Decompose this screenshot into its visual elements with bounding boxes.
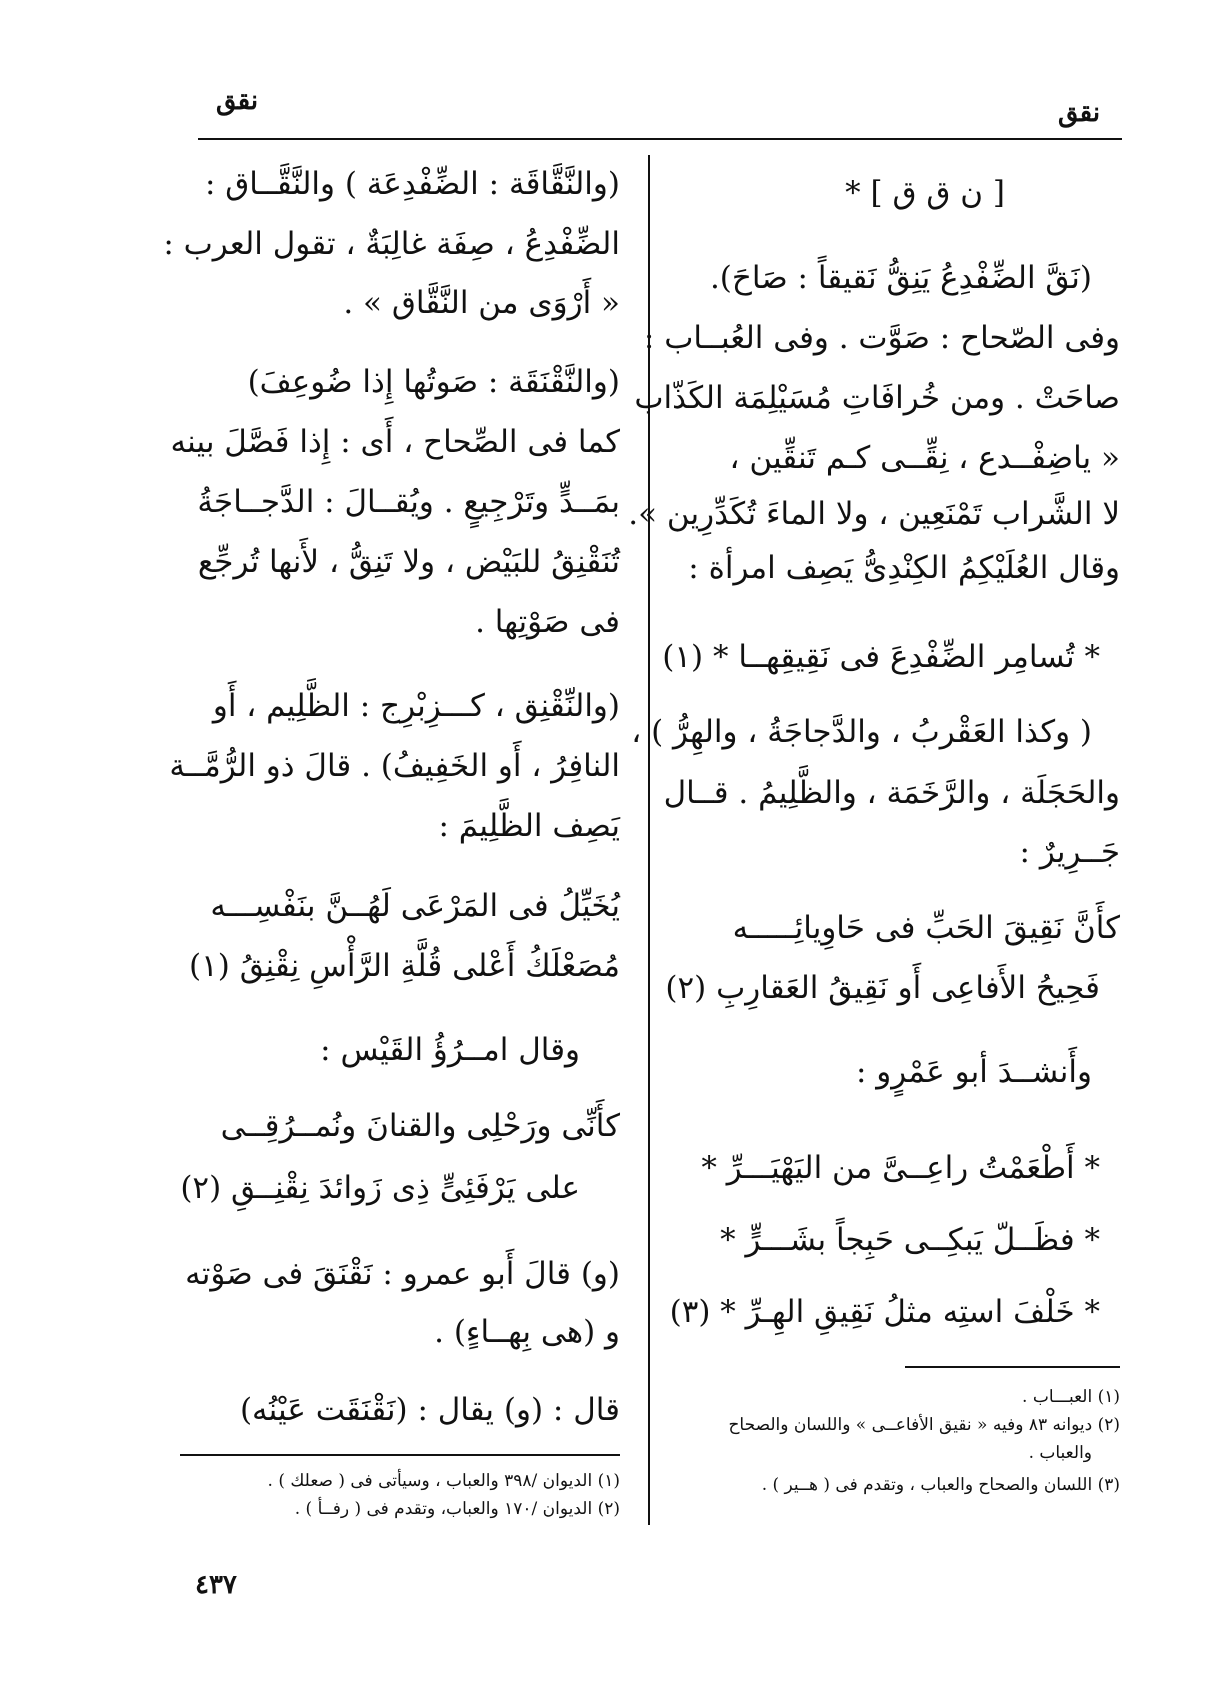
left-header-word: نقق — [216, 86, 259, 116]
footnote-rule — [905, 1366, 1120, 1368]
text-line: الضِّفْدِعُ ، صِفَة غالِبَةٌ ، تقول العرب : — [163, 226, 620, 262]
text-line: تُنَقْنِقُ للبَيْض ، ولا تَنِقُّ ، لأَنها تُرجِّع — [197, 544, 620, 580]
verse-line: * خَلْفَ استِه مثلُ نَقِيقِ الهِـرِّ * (٣) — [669, 1294, 1100, 1330]
text-line: (والنَّقَّاقَة : الضِّفْدِعَة ) والنَّقَّــاق : — [204, 166, 620, 202]
verse-line: * تُسامِر الضِّفْدِعَ فى نَقِيقِهــا * (١) — [662, 639, 1100, 675]
text-line: وفى الصّحاح : صَوَّت . وفى العُبــاب : — [643, 320, 1120, 356]
text-line: لا الشَّراب تَمْنَعِين ، ولا الماءَ تُكَدِّرِين ». — [628, 496, 1120, 532]
verse-line: مُصَعْلَكُ أَعْلى قُلَّةِ الرَّأْسِ نِقْنِقُ (١) — [188, 948, 620, 984]
verse-line: فَحِيحُ الأَفاعِى أَو نَقِيقُ العَقارِبِ (٢) — [665, 970, 1100, 1006]
text-line: وقال امــرُؤُ القَيْس : — [320, 1032, 580, 1068]
text-line: (والنَّقْنَقَة : صَوتُها إِذا ضُوعِفَ) — [247, 364, 620, 400]
footnote: (١) الديوان /٣٩٨ والعباب ، وسيأتى فى ( صعلك ) . — [267, 1471, 620, 1491]
text-line: وقال العُلَيْكِمُ الكِنْدِىُّ يَصِف امرأة : — [688, 550, 1120, 586]
footnote: والعباب . — [1028, 1443, 1092, 1463]
entry-heading: [ ن ق ق ] * — [845, 175, 1005, 211]
verse-line: كأَنَّ نَقِيقَ الحَبِّ فى حَاوِيائِـــــه — [732, 910, 1120, 946]
text-line: « ياضِفْــدع ، نِقِّــى كـم تَنقِّين ، — [729, 440, 1120, 476]
left-column — [163, 0, 620, 1620]
text-line: (نَقَّ الضِّفْدِعُ يَنِقُّ نَقيقاً : صَاحَ). — [709, 260, 1092, 296]
page-number: ٤٣٧ — [195, 1570, 237, 1600]
verse-line: على يَرْفَئِىٍّ ذِى زَوائدَ نِقْنِــقِ (٢) — [180, 1170, 580, 1206]
footnote: (٢) الديوان /١٧٠ والعباب، وتقدم فى ( رفــأ ) . — [294, 1499, 620, 1519]
text-line: جَــرِيرٌ : — [1019, 834, 1120, 870]
footnote: (١) العبـــاب . — [1022, 1387, 1120, 1407]
text-line: و (هى بِهــاءٍ) . — [434, 1314, 620, 1350]
right-header-word: نقق — [1058, 98, 1101, 128]
right-column — [628, 0, 1120, 1620]
column-divider — [648, 155, 650, 1525]
text-line: (و) قالَ أَبو عمرو : نَقْنَقَ فى صَوْته — [185, 1256, 620, 1292]
footnote: (٢) ديوانه ٨٣ وفيه « نقيق الأفاعــى » واللسان والصحاح — [728, 1415, 1120, 1435]
text-line: يَصِف الظَّلِيمَ : — [438, 808, 620, 844]
verse-line: يُخَيِّلُ فى المَرْعَى لَهُــنَّ بنَفْسِـــه — [210, 888, 620, 924]
text-line: (والنِّقْنِق ، كـــزِبْرِج : الظَّلِيم ، أَو — [212, 688, 620, 724]
footnote-rule — [180, 1454, 620, 1456]
footnote: (٣) اللسان والصحاح والعباب ، وتقدم فى ( هــير ) . — [761, 1475, 1120, 1495]
verse-line: * فظَــلّ يَبكِــى حَبِجاً بشَـــرٍّ * — [720, 1222, 1100, 1258]
text-line: قال : (و) يقال : (نَقْنَقَت عَيْنُه) — [239, 1392, 620, 1428]
text-line: النافِرُ ، أَو الخَفِيفُ) . قالَ ذو الرُّمَّــة — [169, 748, 620, 784]
verse-line: * أَطْعَمْتُ راعِــىَّ من اليَهْيَـــرِّ * — [701, 1150, 1100, 1186]
text-line: كما فى الصِّحاح ، أَى : إِذا فَصَّلَ بينه — [170, 424, 620, 460]
text-line: بمَــدٍّ وتَرْجِيعٍ . ويُقــالَ : الدَّجــاجَةُ — [197, 484, 620, 520]
verse-line: كأَنِّى ورَحْلِى والقنانَ ونُمــرُقِــى — [220, 1108, 620, 1144]
text-line: ( وكذا العَقْربُ ، والدَّجاجَةُ ، والهِرُّ ) ، — [631, 714, 1092, 750]
text-line: وأَنشــدَ أبو عَمْرٍو : — [855, 1054, 1092, 1090]
text-line: والحَجَلَة ، والرَّخَمَة ، والظَّلِيمُ . قــال — [663, 775, 1120, 811]
text-line: فى صَوْتِها . — [475, 604, 620, 640]
text-line: « أَرْوَى من النَّقَّاق » . — [343, 285, 620, 321]
text-line: صاحَتْ . ومن خُرافَاتِ مُسَيْلِمَة الكَذّاب — [634, 380, 1120, 416]
